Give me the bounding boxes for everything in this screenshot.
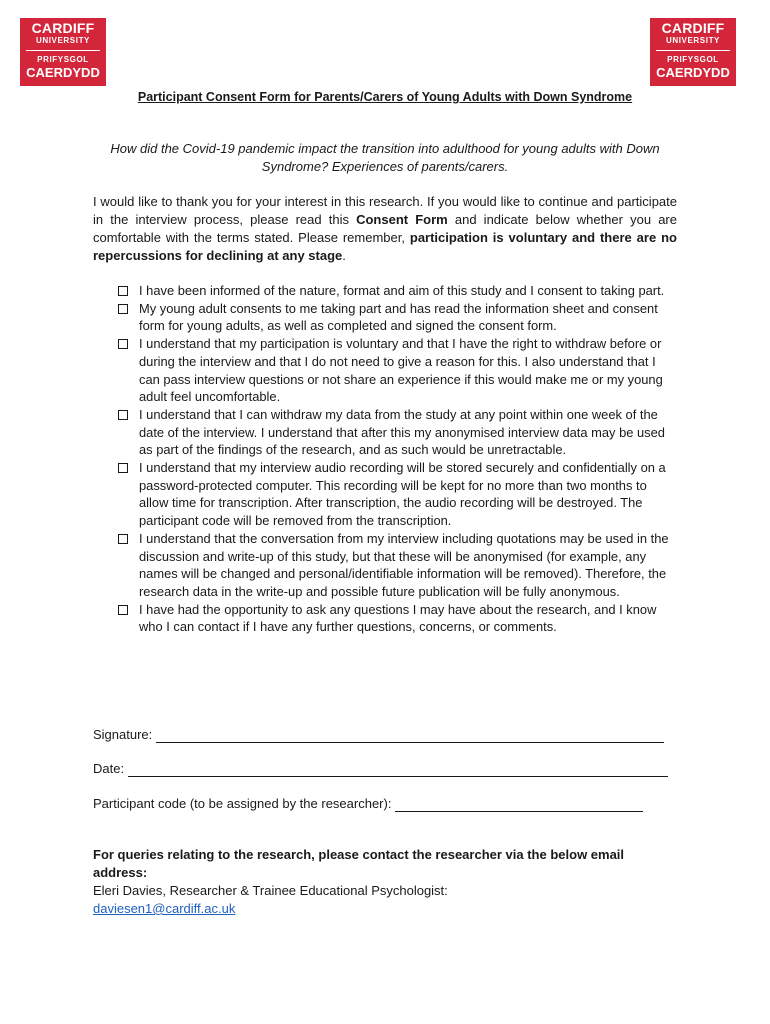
consent-checkbox[interactable] <box>118 605 128 615</box>
consent-item-text: I understand that my participation is voluntary and that I have the right to withdraw before or during the interview and that I do not need to give a reason for this. I also understand that I can pass interview questions or not share an experience if this would make me or my young adult feel uncomfortable. <box>139 336 663 405</box>
logo-line-university: UNIVERSITY <box>35 36 90 45</box>
logo-line-caerdydd: CAERDYDD <box>26 65 100 80</box>
contact-heading: For queries relating to the research, please contact the researcher via the below email address: <box>93 847 625 880</box>
consent-item <box>118 335 676 406</box>
logo-divider <box>26 50 100 51</box>
cardiff-university-logo-right <box>650 18 736 86</box>
date-line[interactable] <box>128 762 668 777</box>
consent-checkbox[interactable] <box>118 304 128 314</box>
signature-label: Signature: <box>93 727 153 742</box>
consent-item <box>118 459 676 530</box>
logo-line-cardiff: CARDIFF <box>661 20 725 36</box>
participant-code-label: Participant code (to be assigned by the researcher): <box>93 796 392 811</box>
consent-item-text: I understand that my interview audio recording will be stored securely and confidentially on a password-protected computer. This recording will be kept for no more than two months to allow time for transcription. After transcription, the audio recording will be destroyed. The participant code will be removed from the transcription. <box>139 460 666 529</box>
consent-item <box>118 530 676 601</box>
participant-code-field <box>93 795 643 812</box>
logo-line-caerdydd: CAERDYDD <box>656 65 730 80</box>
logo-line-prifysgol: PRIFYSGOL <box>37 55 89 64</box>
consent-item <box>118 300 676 335</box>
consent-item-text: I understand that the conversation from my interview including quotations may be used in the discussion and write-up of this study, but that these will be anonymised (for example, any names will be changed and personal/identifiable information will be removed). Therefore, the research data in the write-up and possible future publication will be fully anonymous. <box>139 530 669 599</box>
intro-consent-form-bold: Consent Form <box>356 212 448 227</box>
consent-checklist <box>118 282 676 636</box>
intro-paragraph <box>93 193 677 265</box>
signature-field <box>93 726 664 743</box>
form-title: Participant Consent Form for Parents/Carers of Young Adults with Down Syndrome <box>137 90 633 104</box>
logo-line-prifysgol: PRIFYSGOL <box>667 55 719 64</box>
consent-checkbox[interactable] <box>118 286 128 296</box>
consent-item-text: I have been informed of the nature, format and aim of this study and I consent to taking part. <box>139 283 665 298</box>
consent-item-text: I have had the opportunity to ask any questions I may have about the research, and I know who I can contact if I have any further questions, concerns, or comments. <box>139 601 657 635</box>
date-field <box>93 760 668 777</box>
consent-item-text: I understand that I can withdraw my data from the study at any point within one week of the date of the interview. I understand that after this my anonymised interview data may be used as part of the findings of the research, and as such would be unretractable. <box>139 406 665 458</box>
consent-checkbox[interactable] <box>118 339 128 349</box>
consent-checkbox[interactable] <box>118 534 128 544</box>
participant-code-line[interactable] <box>395 797 643 812</box>
intro-text-3: . <box>342 248 346 263</box>
contact-section <box>93 846 673 918</box>
intro-text-1: I would like to thank you for your interest in this research. If you would like to continue and participate in the interview process, please read this <box>93 194 677 227</box>
consent-checkbox[interactable] <box>118 463 128 473</box>
researcher-email-link[interactable]: daviesen1@cardiff.ac.uk <box>93 901 236 916</box>
logo-line-cardiff: CARDIFF <box>31 20 95 36</box>
intro-text-2: and indicate below whether you are comfortable with the terms stated. Please remember, <box>93 212 677 245</box>
consent-item-text: My young adult consents to me taking part and has read the information sheet and consent form for young adults, as well as completed and signed the consent form. <box>139 300 658 334</box>
cardiff-university-logo-left <box>20 18 106 86</box>
logo-divider <box>656 50 730 51</box>
date-label: Date: <box>93 761 125 776</box>
consent-item <box>118 406 676 459</box>
research-question: How did the Covid-19 pandemic impact the transition into adulthood for young adults with Down Syndrome? Experiences of parents/carers. <box>110 141 660 174</box>
researcher-name: Eleri Davies, Researcher & Trainee Educational Psychologist: <box>93 883 448 898</box>
intro-voluntary-bold: participation is voluntary and there are no repercussions for declining at any stage <box>93 230 677 263</box>
logo-line-university: UNIVERSITY <box>665 36 720 45</box>
consent-item <box>118 601 676 636</box>
signature-line[interactable] <box>156 728 664 743</box>
consent-item <box>118 282 676 300</box>
consent-checkbox[interactable] <box>118 410 128 420</box>
